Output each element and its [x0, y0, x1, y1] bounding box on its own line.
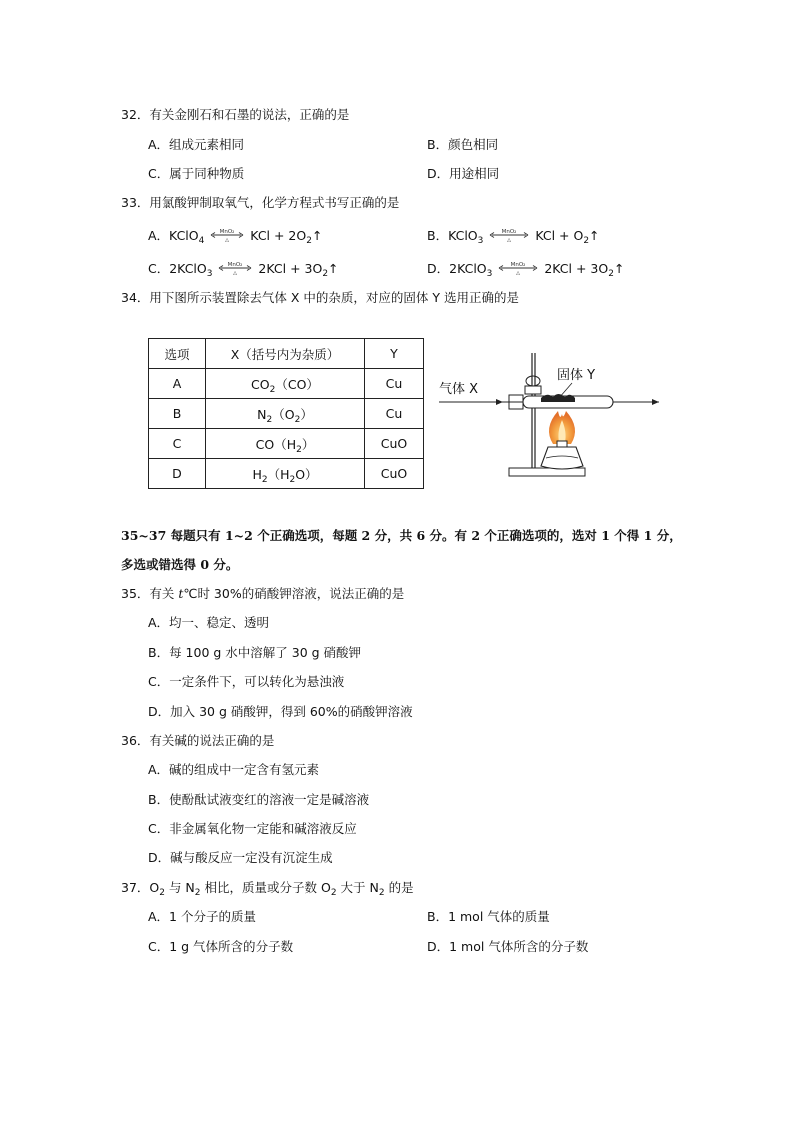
- q36-option-c: C．非金属氧化物一定能和碱溶液反应: [148, 821, 357, 836]
- table-cell-option: B: [149, 399, 206, 429]
- q37-option-b: B．1 mol 气体的质量: [427, 909, 550, 924]
- table-row: [149, 459, 424, 489]
- section-instructions-line2: 多选或错选得 0 分。: [121, 557, 239, 572]
- svg-text:△: △: [516, 270, 521, 275]
- table-cell-option: A: [149, 369, 206, 399]
- table-row: [149, 369, 424, 399]
- table-cell-y: Cu: [365, 399, 424, 429]
- table-cell-option: C: [149, 429, 206, 459]
- svg-text:MnO₂: MnO₂: [228, 262, 243, 268]
- table-header-cell: X（括号内为杂质）: [206, 339, 365, 369]
- table-cell-option: D: [149, 459, 206, 489]
- q33-stem: 33．用氯酸钾制取氧气，化学方程式书写正确的是: [121, 195, 400, 210]
- q36-option-b: B．使酚酞试液变红的溶液一定是碱溶液: [148, 792, 370, 807]
- table-cell-x: $CO_2(CO)$: [206, 369, 365, 399]
- q33-option-a: A．KClO$_4$ MnO₂ △ KCl + $2O_2↑$: [148, 228, 323, 246]
- reaction-condition-arrow: [489, 228, 529, 242]
- gas-x-label: 气体 X: [439, 382, 479, 397]
- q34-stem: 34．用下图所示装置除去气体 X 中的杂质，对应的固体 Y 选用正确的是: [121, 290, 519, 305]
- table-header-row: [149, 339, 424, 369]
- svg-text:MnO₂: MnO₂: [219, 229, 235, 235]
- reaction-condition-arrow: [498, 261, 538, 275]
- svg-text:MnO₂: MnO₂: [501, 229, 517, 235]
- table-cell-x: $H_2(H_2O)$: [206, 459, 365, 489]
- q36-stem: 36．有关碱的说法正确的是: [121, 733, 275, 748]
- table-cell-y: Cu: [365, 369, 424, 399]
- q35-option-b: B．每 100 g 水中溶解了 30 g 硝酸钾: [148, 645, 362, 660]
- table-header-cell: Y: [365, 339, 424, 369]
- q37-option-c: C．1 g 气体所含的分子数: [148, 939, 294, 954]
- lamp-wick-holder: [557, 441, 567, 447]
- svg-text:△: △: [507, 237, 512, 242]
- table-header-cell: 选项: [149, 339, 206, 369]
- q37-option-a: A．1 个分子的质量: [148, 909, 256, 924]
- table-cell-y: CuO: [365, 429, 424, 459]
- solid-y-granules: [541, 394, 575, 402]
- stand-base: [509, 468, 585, 476]
- table-cell-y: CuO: [365, 459, 424, 489]
- q32-stem: 32．有关金刚石和石墨的说法，正确的是: [121, 107, 350, 122]
- table-cell-x: $N_2(O_2)$: [206, 399, 365, 429]
- table-cell-x: $CO(H_2)$: [206, 429, 365, 459]
- clamp: [525, 386, 541, 394]
- q36-option-d: D．碱与酸反应一定没有沉淀生成: [148, 850, 333, 865]
- q35-stem: 35．有关 t℃时 30%的硝酸钾溶液，说法正确的是: [121, 586, 405, 601]
- svg-text:△: △: [233, 270, 238, 275]
- q37-option-d: D．1 mol 气体所含的分子数: [427, 939, 589, 954]
- solid-y-label: 固体 Y: [557, 368, 596, 383]
- table-row: [149, 399, 424, 429]
- svg-text:MnO₂: MnO₂: [510, 262, 526, 268]
- reaction-condition-arrow: [218, 261, 252, 275]
- q32-option-b: B．颜色相同: [427, 137, 499, 152]
- q35-option-a: A．均一、稳定、透明: [148, 615, 270, 630]
- q32-option-c: C．属于同种物质: [148, 166, 245, 181]
- q35-option-d: D．加入 30 g 硝酸钾，得到 60%的硝酸钾溶液: [148, 704, 413, 719]
- q36-option-a: A．碱的组成中一定含有氢元素: [148, 762, 320, 777]
- q33-option-b: B．KClO$_3$ MnO₂ △ KCl + $O_2↑$: [427, 228, 600, 246]
- q32-option-d: D．用途相同: [427, 166, 500, 181]
- reaction-condition-arrow: [210, 228, 244, 242]
- table-row: [149, 429, 424, 459]
- q33-option-c: C．2KClO$_3$ MnO₂ △ $2KCl + 3O_2↑$: [148, 261, 339, 279]
- gas-purification-apparatus-diagram: [437, 348, 667, 483]
- q33-option-d: D．2KClO$_3$ MnO₂ △ $2KCl + 3O_2↑$: [427, 261, 625, 279]
- q37-stem: 37．$O_2$ 与 $N_2$ 相比，质量或分子数 $O_2$ 大于 $N_2$ 的是: [121, 880, 414, 898]
- q34-options-table: [148, 338, 424, 489]
- q35-option-c: C．一定条件下，可以转化为悬浊液: [148, 674, 345, 689]
- section-instructions-line1: 35~37 每题只有 1~2 个正确选项，每题 2 分，共 6 分。有 2 个正确选项的，选对 1 个得 1 分，: [121, 528, 682, 543]
- svg-text:△: △: [225, 237, 230, 242]
- q32-option-a: A．组成元素相同: [148, 137, 245, 152]
